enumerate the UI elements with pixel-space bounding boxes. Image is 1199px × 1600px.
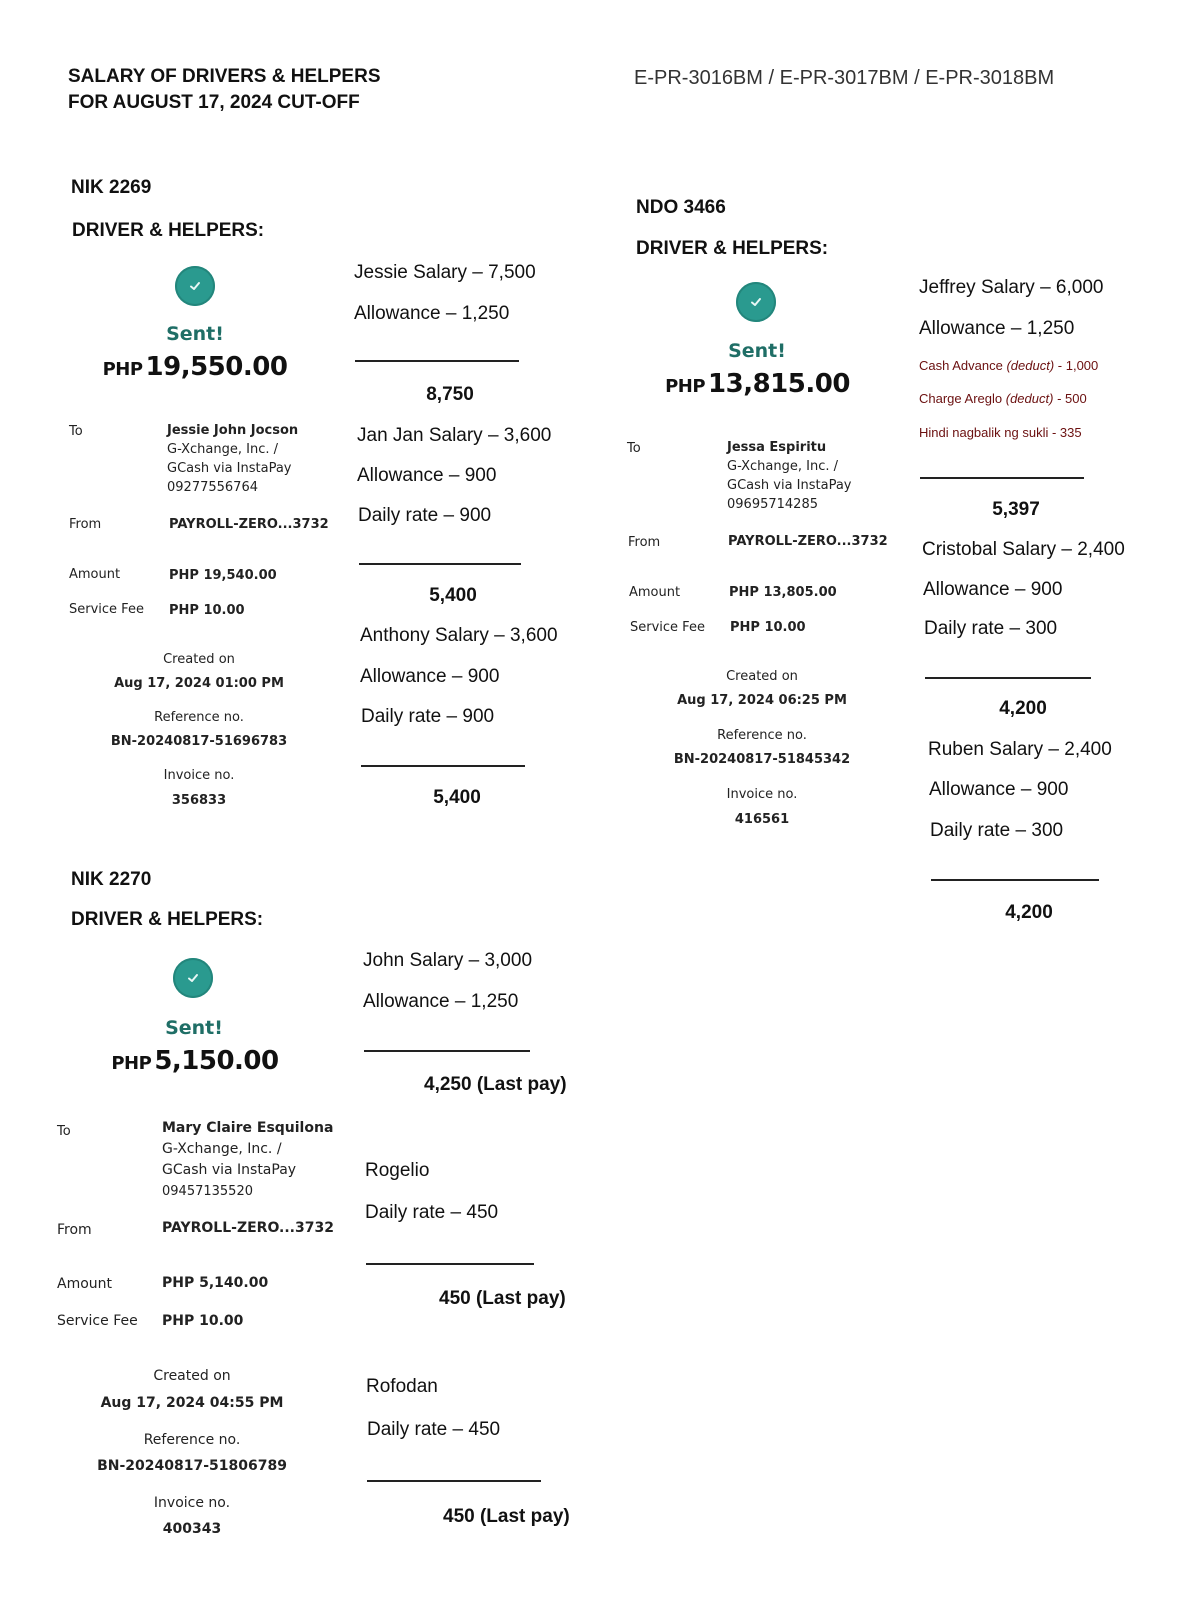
calc-total: 5,400 — [433, 787, 481, 808]
from-label: From — [57, 1222, 92, 1238]
reference-label: Reference no. — [717, 728, 807, 743]
check-circle-icon — [175, 266, 215, 306]
reference-label: Reference no. — [154, 710, 244, 725]
created-on-value: Aug 17, 2024 04:55 PM — [100, 1395, 284, 1411]
recipient-name: Mary Claire Esquilona — [162, 1120, 334, 1136]
deduction-label: Charge Areglo — [919, 391, 1003, 406]
amount-label: Amount — [57, 1276, 113, 1292]
to-label: To — [57, 1124, 71, 1139]
deduction-value: - 1,000 — [1057, 358, 1099, 373]
sum-rule — [355, 360, 519, 362]
calc-line: Rogelio — [365, 1160, 430, 1181]
sent-status: Sent! — [166, 323, 224, 345]
to-label: To — [69, 424, 83, 439]
total-value: 19,550.00 — [145, 352, 288, 382]
sum-rule — [359, 563, 521, 565]
amount-label: Amount — [69, 567, 121, 582]
sum-rule — [920, 477, 1084, 479]
service-fee-value: PHP 10.00 — [730, 620, 806, 635]
deduction-line — [919, 358, 1098, 373]
reference-value: BN-20240817-51696783 — [110, 734, 288, 749]
calc-total: 4,250 (Last pay) — [424, 1074, 567, 1095]
calc-line: Daily rate – 450 — [365, 1202, 499, 1223]
crew-heading: DRIVER & HELPERS: — [636, 238, 829, 259]
crew-heading: DRIVER & HELPERS: — [71, 909, 264, 930]
recipient-phone: 09277556764 — [167, 480, 258, 495]
from-label: From — [628, 535, 661, 550]
calc-total: 450 (Last pay) — [439, 1288, 566, 1309]
deduction-value: - 335 — [1048, 425, 1082, 440]
title-line-2: FOR AUGUST 17, 2024 CUT-OFF — [68, 92, 360, 113]
sum-rule — [925, 677, 1091, 679]
currency-label: PHP — [665, 376, 706, 397]
calc-line: Anthony Salary – 3,600 — [360, 625, 558, 646]
total-value: 5,150.00 — [154, 1046, 279, 1076]
total-value: 13,815.00 — [708, 369, 850, 399]
deduction-line — [919, 391, 1087, 406]
amount-value: PHP 5,140.00 — [162, 1275, 269, 1291]
deduction-label: Hindi nagbalik ng sukli — [919, 425, 1049, 440]
recipient-bank: G-Xchange, Inc. / — [162, 1141, 282, 1157]
recipient-channel: GCash via InstaPay — [162, 1162, 297, 1178]
recipient-block — [167, 421, 298, 497]
crew-heading: DRIVER & HELPERS: — [72, 220, 265, 241]
title-line-1: SALARY OF DRIVERS & HELPERS — [68, 66, 381, 87]
deduction-note: (deduct) — [1005, 391, 1054, 406]
currency-label: PHP — [111, 1053, 152, 1074]
created-on-value: Aug 17, 2024 01:00 PM — [114, 676, 284, 691]
reference-label: Reference no. — [143, 1432, 241, 1448]
deduction-value: - 500 — [1057, 391, 1087, 406]
calc-line: Allowance – 900 — [923, 579, 1063, 600]
recipient-bank: G-Xchange, Inc. / — [167, 442, 278, 457]
created-on-label: Created on — [163, 652, 235, 667]
calc-line: Jan Jan Salary – 3,600 — [357, 425, 552, 446]
recipient-name: Jessie John Jocson — [167, 423, 299, 438]
calc-line: Ruben Salary – 2,400 — [928, 739, 1112, 760]
unit-plate: NIK 2269 — [71, 177, 152, 198]
recipient-phone: 09695714285 — [727, 497, 818, 512]
invoice-value: 400343 — [162, 1521, 222, 1537]
calc-total: 4,200 — [1005, 902, 1053, 923]
sum-rule — [366, 1263, 534, 1265]
recipient-phone: 09457135520 — [162, 1184, 253, 1199]
recipient-bank: G-Xchange, Inc. / — [727, 459, 838, 474]
from-account: PAYROLL-ZERO...3732 — [162, 1220, 334, 1236]
calc-line: Cristobal Salary – 2,400 — [922, 539, 1125, 560]
service-fee-value: PHP 10.00 — [169, 603, 245, 618]
check-circle-icon — [173, 958, 213, 998]
calc-line: Allowance – 900 — [929, 779, 1069, 800]
invoice-value: 356833 — [171, 793, 227, 808]
service-fee-value: PHP 10.00 — [162, 1313, 244, 1329]
total-amount — [650, 369, 865, 399]
calc-line: Allowance – 1,250 — [354, 303, 510, 324]
created-on-label: Created on — [726, 669, 798, 684]
calc-total: 4,200 — [999, 698, 1047, 719]
calc-line: Allowance – 900 — [360, 666, 500, 687]
calc-line: Daily rate – 450 — [367, 1419, 501, 1440]
total-amount — [90, 1046, 300, 1076]
recipient-block — [727, 438, 852, 514]
recipient-channel: GCash via InstaPay — [167, 461, 292, 476]
sum-rule — [367, 1480, 541, 1482]
sum-rule — [361, 765, 525, 767]
from-label: From — [69, 517, 102, 532]
calc-line: Jessie Salary – 7,500 — [354, 262, 536, 283]
calc-line: Daily rate – 900 — [361, 706, 495, 727]
created-on-label: Created on — [153, 1368, 231, 1384]
check-circle-icon — [736, 282, 776, 322]
unit-plate: NIK 2270 — [71, 869, 152, 890]
deduction-label: Cash Advance — [919, 358, 1003, 373]
service-fee-label: Service Fee — [69, 602, 144, 617]
reference-value: BN-20240817-51845342 — [673, 752, 851, 767]
reference-value: BN-20240817-51806789 — [97, 1458, 287, 1474]
unit-plate: NDO 3466 — [636, 197, 726, 218]
recipient-block — [162, 1118, 333, 1202]
amount-value: PHP 19,540.00 — [169, 568, 277, 583]
document-title — [68, 64, 381, 116]
from-account: PAYROLL-ZERO...3732 — [169, 517, 329, 532]
total-amount — [90, 352, 300, 382]
deduction-note: (deduct) — [1006, 358, 1055, 373]
from-account: PAYROLL-ZERO...3732 — [728, 534, 888, 549]
calc-line: Jeffrey Salary – 6,000 — [919, 277, 1104, 298]
calc-total: 8,750 — [426, 384, 474, 405]
calc-line: Daily rate – 300 — [930, 820, 1064, 841]
document-codes: E-PR-3016BM / E-PR-3017BM / E-PR-3018BM — [634, 67, 1055, 89]
sent-status: Sent! — [165, 1017, 223, 1039]
service-fee-label: Service Fee — [57, 1313, 138, 1329]
calc-line: Daily rate – 300 — [924, 618, 1058, 639]
to-label: To — [627, 441, 641, 456]
calc-line: Allowance – 900 — [357, 465, 497, 486]
deduction-line — [919, 425, 1082, 440]
calc-total: 5,397 — [992, 499, 1040, 520]
invoice-label: Invoice no. — [726, 787, 798, 802]
amount-value: PHP 13,805.00 — [729, 585, 837, 600]
recipient-name: Jessa Espiritu — [727, 440, 827, 455]
created-on-value: Aug 17, 2024 06:25 PM — [677, 693, 847, 708]
invoice-label: Invoice no. — [153, 1495, 231, 1511]
calc-line: Rofodan — [366, 1376, 438, 1397]
amount-label: Amount — [629, 585, 681, 600]
currency-label: PHP — [102, 359, 143, 380]
calc-line: Allowance – 1,250 — [919, 318, 1075, 339]
invoice-label: Invoice no. — [163, 768, 235, 783]
recipient-channel: GCash via InstaPay — [727, 478, 852, 493]
calc-line: Allowance – 1,250 — [363, 991, 519, 1012]
calc-line: Daily rate – 900 — [358, 505, 492, 526]
calc-line: John Salary – 3,000 — [363, 950, 533, 971]
service-fee-label: Service Fee — [630, 620, 705, 635]
invoice-value: 416561 — [734, 812, 790, 827]
sum-rule — [364, 1050, 530, 1052]
sum-rule — [931, 879, 1099, 881]
sent-status: Sent! — [728, 340, 786, 362]
calc-total: 450 (Last pay) — [443, 1506, 570, 1527]
calc-total: 5,400 — [429, 585, 477, 606]
